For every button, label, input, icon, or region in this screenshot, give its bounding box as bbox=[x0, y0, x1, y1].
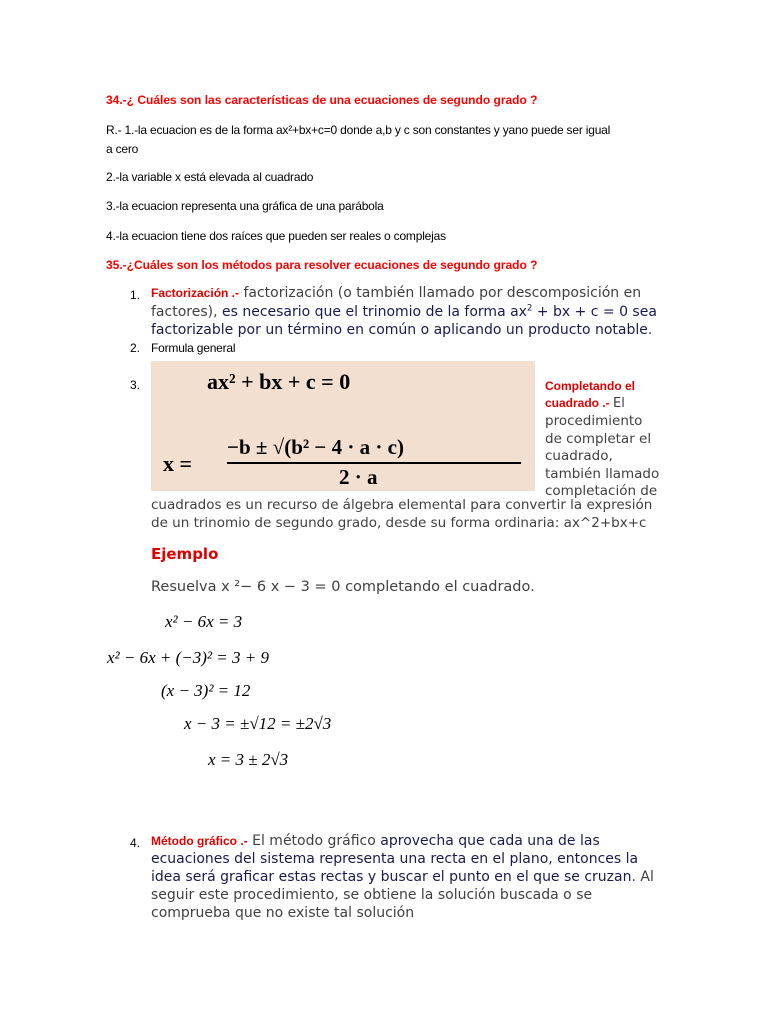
step-2: x² − 6x + (−3)² = 3 + 9 bbox=[107, 648, 269, 667]
side-line-5: completación de bbox=[545, 483, 658, 499]
formula-numerator: −b ± √(b² − 4 · a · c) bbox=[227, 435, 404, 459]
factorization-text-a: factorización (o también llamado por descomposición en bbox=[239, 285, 642, 301]
step-4: x − 3 = ±√12 = ±2√3 bbox=[184, 714, 332, 733]
answer-34-item3: 3.-la ecuacion representa una gráfica de una parábola bbox=[106, 199, 384, 213]
completing-square-side bbox=[545, 378, 665, 412]
list-number: 1. bbox=[130, 288, 141, 302]
general-formula-label: Formula general bbox=[151, 341, 236, 355]
formula-line1: ax² + bx + c = 0 bbox=[207, 369, 351, 394]
question-35-title: 35.-¿Cuáles son los métodos para resolver ecuaciones de segundo grado ? bbox=[106, 258, 538, 272]
example-heading: Ejemplo bbox=[151, 545, 219, 563]
answer-34-item2: 2.-la variable x está elevada al cuadrado bbox=[106, 170, 314, 184]
step-3: (x − 3)² = 12 bbox=[161, 681, 251, 700]
graphic-line2: ecuaciones del sistema representa una recta en el plano, entonces la bbox=[151, 851, 639, 867]
formula-denominator: 2 · a bbox=[339, 465, 378, 489]
graphic-line3b: . Al bbox=[631, 869, 654, 885]
factorization-text-b: factores), bbox=[151, 303, 218, 320]
list-number: 4. bbox=[130, 836, 141, 850]
graphic-line4: seguir este procedimiento, se obtiene la solución buscada o se bbox=[151, 887, 593, 903]
graphic-text-a: El método gráfico bbox=[247, 833, 381, 849]
graphic-line3a: idea será graficar estas rectas y buscar el punto en el que se cruzan bbox=[151, 869, 632, 885]
answer-34-line1: R.- 1.-la ecuacion es de la forma ax²+bx+c=0 donde a,b y c son constantes y yano puede ser igual bbox=[106, 123, 611, 137]
list-number: 3. bbox=[130, 378, 141, 392]
step-5: x = 3 ± 2√3 bbox=[208, 750, 289, 769]
graphic-line5: comprueba que no existe tal solución bbox=[151, 905, 415, 921]
completing-square-side-text bbox=[545, 413, 659, 501]
continuation-line1: cuadrados es un recurso de álgebra elemental para convertir la expresión bbox=[151, 497, 653, 513]
factorization-sup: 2 bbox=[526, 301, 533, 312]
factorization-text-c: es necesario que el trinomio de la forma ax bbox=[217, 303, 527, 320]
side-line-1: procedimiento bbox=[545, 413, 643, 429]
example-prompt: Resuelva x ²− 6 x − 3 = 0 completando el cuadrado. bbox=[151, 579, 535, 595]
list-number: 2. bbox=[130, 341, 141, 355]
factorization-label: Factorización .- bbox=[151, 286, 240, 300]
completing-square-continuation bbox=[151, 497, 652, 532]
question-34-title: 34.-¿ Cuáles son las características de una ecuaciones de segundo grado ? bbox=[106, 93, 538, 107]
factorization-text-d: + bx + c = 0 sea bbox=[532, 303, 657, 320]
answer-34-item4: 4.-la ecuacion tiene dos raíces que pueden ser reales o complejas bbox=[106, 229, 446, 243]
factorization-text-f: . bbox=[647, 322, 653, 338]
quadratic-formula-image bbox=[151, 361, 535, 491]
graphic-method-item bbox=[151, 832, 654, 922]
factorization-item bbox=[151, 284, 657, 340]
graphic-method-label: Método gráfico .- bbox=[151, 834, 248, 848]
side-line-3: cuadrado, bbox=[545, 448, 613, 464]
continuation-line2: de un trinomio de segundo grado, desde su forma ordinaria: ax^2+bx+c bbox=[151, 514, 647, 531]
answer-34-line2: a cero bbox=[106, 142, 139, 156]
formula-lhs: x = bbox=[163, 451, 193, 476]
graphic-text-b: aprovecha que cada una de las bbox=[380, 833, 600, 849]
side-line-4: también llamado bbox=[545, 465, 660, 482]
fraction-bar bbox=[227, 462, 521, 464]
side-line-2: de completar el bbox=[545, 430, 652, 447]
step-1: x² − 6x = 3 bbox=[165, 612, 243, 631]
side-line-0: El bbox=[613, 396, 625, 411]
completing-square-label: Completando el cuadrado .- bbox=[545, 379, 636, 410]
factorization-text-e: factorizable por un término en común o aplicando un producto notable bbox=[151, 322, 648, 338]
